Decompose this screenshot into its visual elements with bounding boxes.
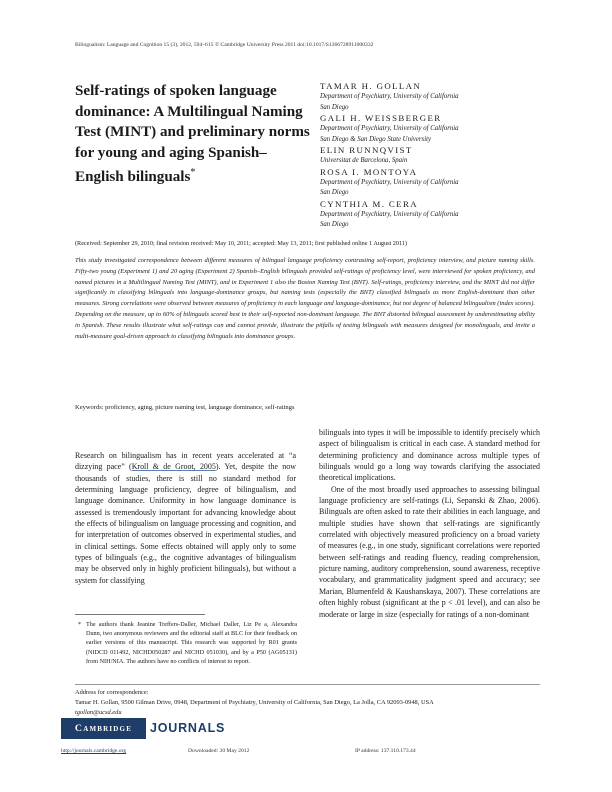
article-title bbox=[75, 81, 315, 188]
body-paragraph: bilinguals into types it will be impossible to identify precisely which aspect of bilingualism is critical in each case. A standard method for determining proficiency and dominance across multiple types of bilinguals would go a long way towards clarifying the associated theoretical implications. bbox=[319, 428, 540, 483]
author-affiliation: San Diego bbox=[320, 221, 349, 228]
address-email: tgollan@ucsd.edu bbox=[75, 708, 122, 716]
cambridge-logo: Cambridge bbox=[61, 718, 146, 739]
author-entry bbox=[320, 113, 560, 145]
paragraph-text: ). Yet, despite the now thousands of studies, there is still no standard method for determining language proficiency, degree of bilingualism, and language dominance. Uniformity in how language dominance is assessed is tremendously important for advancing knowledge about the effects of bilingualism on language processing and cognition, and for interpretation of outcomes observed in experimental studies, and in clinical settings. Some effects obtained will apply only to some types of bilinguals (e.g., the cognitive advantages of bilingualism may be observed only in highly proficient bilinguals), but without a system for classifying bbox=[75, 462, 296, 585]
author-entry bbox=[320, 81, 560, 113]
body-paragraph bbox=[75, 450, 296, 586]
citation-link[interactable]: Kroll & de Groot, 2005 bbox=[131, 462, 216, 472]
author-affiliation: Department of Psychiatry, University of California bbox=[320, 93, 459, 100]
author-affiliation: San Diego bbox=[320, 103, 349, 111]
author-entry bbox=[320, 167, 560, 199]
author-entry bbox=[320, 199, 560, 231]
keywords: Keywords: proficiency, aging, picture naming test, language dominance, self-ratings bbox=[75, 404, 295, 411]
body-column-left bbox=[75, 450, 296, 586]
author-affiliation: Department of Psychiatry, University of California bbox=[320, 210, 459, 218]
author-name: ROSA I. MONTOYA bbox=[320, 166, 418, 177]
author-name: TAMAR H. GOLLAN bbox=[320, 81, 422, 91]
address-label: Address for correspondence: bbox=[75, 689, 149, 696]
paragraph-text: Research on bilingualism has in recent years accelerated at “a dizzying pace” ( bbox=[75, 451, 296, 472]
author-list bbox=[320, 81, 560, 231]
footnote-text: The authors thank Jeanine Treffers-Daller, Michael Daller, Liz Pe a, Alexandra Dunn, two anonymous reviewers and the editorial staff at BLC for their feedback on earlier versions of this manuscript. This research was supported by R01 grants (NIDCD 011492, NICHD050287 and NICHD 051030), and by a P50 (AG05131) from NIH/NIA. The authors have no conflicts of interest to report. bbox=[86, 621, 297, 665]
author-affiliation: San Diego bbox=[320, 189, 349, 196]
author-affiliation: Universitat de Barcelona, Spain bbox=[320, 157, 408, 164]
author-affiliation: San Diego & San Diego State University bbox=[320, 135, 431, 143]
author-name: CYNTHIA M. CERA bbox=[320, 198, 418, 209]
running-head: Bilingualism: Language and Cognition 15 (3), 2012, 594–615 © Cambridge University Press 2011 doi:10.1017/S1366728911000332 bbox=[75, 42, 374, 48]
footer-ip-address: IP address: 137.110.173.44 bbox=[355, 748, 416, 754]
footnote-marker: * bbox=[78, 621, 82, 628]
author-name: ELIN RUNNQVIST bbox=[320, 145, 413, 155]
journals-logo: JOURNALS bbox=[150, 721, 226, 735]
address-line: Tamar H. Gollan, 9500 Gilman Drive, 0948, Department of Psychiatry, University of California, San Diego, La Jolla, CA 92093-0948, USA bbox=[75, 698, 434, 706]
author-entry bbox=[320, 145, 560, 167]
received-dates: (Received: September 29, 2010; final revision received: May 10, 2011; accepted: May 13, 2011; first published online 1 August 2011) bbox=[75, 240, 407, 247]
title-text: Self-ratings of spoken language dominance: A Multilingual Naming Test (MINT) and preliminary norms for young and aging Spanish–English bilinguals bbox=[75, 83, 310, 186]
body-column-right bbox=[319, 427, 540, 620]
body-paragraph: One of the most broadly used approaches to assessing bilingual language proficiency are self-ratings (Li, Sepanski & Zhao, 2006). Bilinguals are often asked to rate their abilities in each language, and multiple studies have shown that self-ratings are significantly correlated with objectively measured proficiency on a broad variety of measures (e.g., in one study, significant correlations were reported between self-ratings and reading fluency, reading comprehension, picture naming, auditory comprehension, sound awareness, receptive vocabulary, and grammaticality judgment speed and accuracy; see Marian, Blumenfeld & Kaushanskaya, 2007). These correlations are often highly robust (significant at the p < .01 level), and can also be moderate or large in size (especially for ratings of a non-dominant bbox=[319, 484, 540, 619]
footer-link[interactable]: http://journals.cambridge.org bbox=[61, 748, 127, 754]
footnote-divider bbox=[75, 614, 205, 615]
title-footnote-marker: * bbox=[190, 167, 196, 178]
author-affiliation: Department of Psychiatry, University of California bbox=[320, 178, 459, 186]
footer-download-date: Downloaded: 30 May 2012 bbox=[188, 748, 250, 754]
correspondence-address bbox=[75, 688, 545, 717]
author-name: GALI H. WEISSBERGER bbox=[320, 113, 442, 123]
footnote bbox=[75, 620, 297, 666]
abstract: This study investigated correspondence between different measures of bilingual language proficiency contrasting self-report, proficiency interview, and picture naming skills. Fifty-two young (Experiment 1) and 20 aging (Experiment 2) Spanish–English bilinguals provided self-ratings of proficiency level, were interviewed for spoken proficiency, and named pictures in a Multilingual Naming Test (MINT), and in Experiment 1 also the Boston Naming Test (BNT). Self-ratings, proficiency interview, and the MINT did not differ significantly in classifying bilinguals into language-dominance groups, but naming tests (especially the BNT) classified bilinguals as more English-dominant than other measures. Strong correlations were observed between measures of proficiency in each language and language-dominance, but not degree of balanced bilingualism (index scores). Depending on the measure, up to 60% of bilinguals scored best in their self-reported non-dominant language. The BNT distorted bilingual assessment by underestimating ability in Spanish. These results illustrate what self-ratings can and cannot provide, illustrate the pitfalls of testing bilinguals with measures designed for monolinguals, and invite a multi-measure goal-driven approach to classifying bilinguals into dominance groups. bbox=[75, 257, 535, 340]
address-divider bbox=[75, 684, 540, 685]
author-affiliation: Department of Psychiatry, University of California bbox=[320, 125, 459, 132]
